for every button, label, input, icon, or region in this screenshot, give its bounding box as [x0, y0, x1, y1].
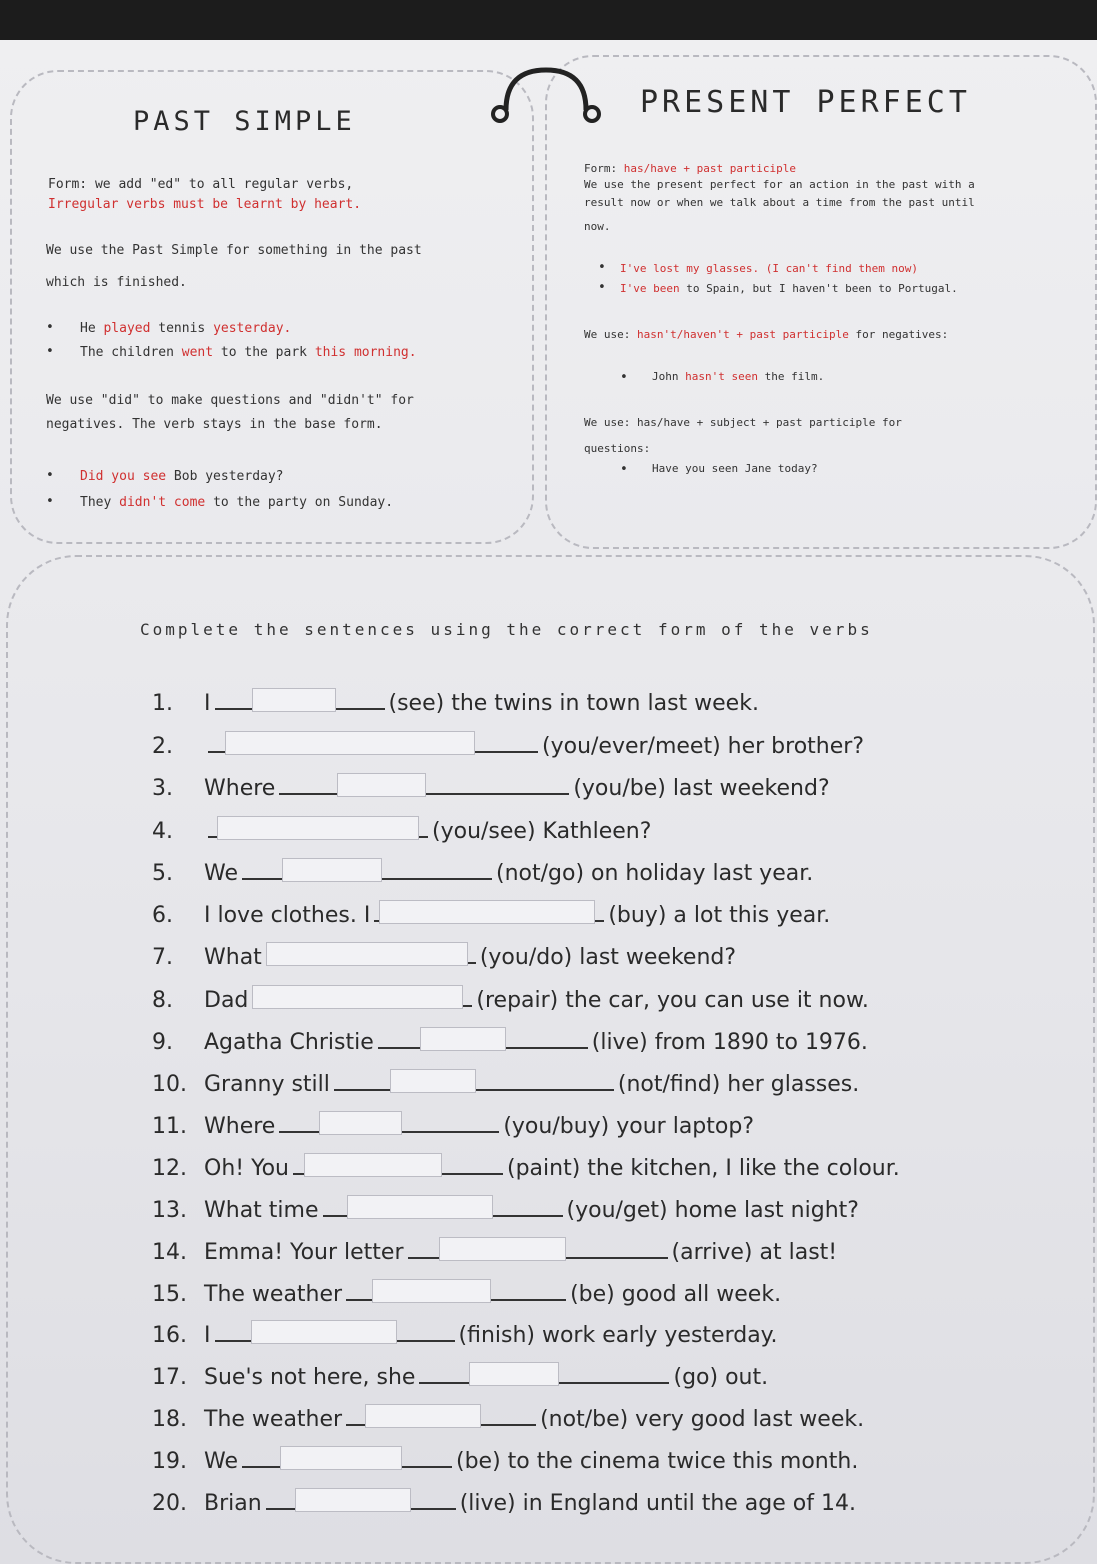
exercise-item [152, 942, 736, 970]
item-verb-hint-text: (finish) work early yesterday. [458, 1323, 778, 1348]
item-verb-hint-text: (not/go) on holiday last year. [496, 861, 814, 886]
item-verb-hint-text: (live) in England until the age of 14. [459, 1491, 856, 1516]
item-number: 17. [152, 1365, 187, 1390]
item-verb-hint-text: (you/ever/meet) her brother? [542, 734, 864, 759]
answer-blank[interactable] [293, 1153, 503, 1175]
item-verb-hint-text: (buy) a lot this year. [608, 903, 831, 928]
negative-rule: We use: hasn't/haven't + past participle for negatives: [584, 328, 949, 341]
item-verb-hint-text: (be) good all week. [570, 1282, 782, 1307]
bullet-icon: • [620, 462, 628, 477]
item-number: 2. [152, 734, 173, 759]
item-prefix-text: Dad [204, 988, 249, 1013]
past-simple-use-line-2: which is finished. [46, 275, 187, 290]
exercise-item [152, 1027, 868, 1055]
answer-input-box[interactable] [266, 942, 468, 966]
past-simple-example-1: He played tennis yesterday. [80, 321, 292, 336]
item-prefix-text: We [204, 861, 238, 886]
answer-blank[interactable] [242, 858, 492, 880]
present-perfect-use-line-2: result now or when we talk about a time from the past until [584, 196, 975, 209]
item-number: 18. [152, 1407, 187, 1432]
answer-blank[interactable] [408, 1237, 668, 1259]
exercise-item [152, 1279, 781, 1307]
exercise-item [152, 1320, 778, 1348]
answer-blank[interactable] [323, 1195, 563, 1217]
answer-blank[interactable] [279, 1111, 499, 1133]
item-verb-hint-text: (you/get) home last night? [566, 1198, 859, 1223]
answer-input-box[interactable] [347, 1195, 493, 1219]
exercise-item [152, 900, 830, 928]
negative-example: John hasn't seen the film. [652, 370, 825, 383]
item-number: 15. [152, 1282, 187, 1307]
item-number: 5. [152, 861, 173, 886]
item-number: 13. [152, 1198, 187, 1223]
item-prefix-text: What [204, 945, 262, 970]
item-verb-hint-text: (you/be) last weekend? [573, 776, 830, 801]
exercise-item [152, 1404, 864, 1432]
exercise-item [152, 1362, 768, 1390]
exercise-item [152, 1153, 900, 1181]
item-prefix-text: Sue's not here, she [204, 1365, 416, 1390]
item-prefix-text: Agatha Christie [204, 1030, 374, 1055]
answer-blank[interactable] [346, 1279, 566, 1301]
bullet-icon: • [46, 468, 54, 483]
did-rule-line-1: We use "did" to make questions and "didn't" for [46, 393, 414, 408]
answer-blank[interactable] [208, 731, 538, 753]
exercise-item [152, 858, 813, 886]
exercise-item [152, 688, 759, 716]
answer-blank[interactable] [346, 1404, 536, 1426]
exercise-item [152, 1488, 856, 1516]
exercise-item [152, 1111, 754, 1139]
answer-blank[interactable] [279, 773, 569, 795]
item-number: 8. [152, 988, 173, 1013]
answer-input-box[interactable] [365, 1404, 481, 1428]
item-verb-hint-text: (paint) the kitchen, I like the colour. [507, 1156, 900, 1181]
past-simple-example-4: They didn't come to the party on Sunday. [80, 495, 394, 510]
bullet-icon: • [46, 320, 54, 335]
answer-input-box[interactable] [390, 1069, 476, 1093]
item-number: 7. [152, 945, 173, 970]
answer-input-box[interactable] [304, 1153, 442, 1177]
exercise-item [152, 773, 830, 801]
answer-input-box[interactable] [252, 688, 336, 712]
item-verb-hint-text: (be) to the cinema twice this month. [456, 1449, 859, 1474]
item-number: 14. [152, 1240, 187, 1265]
item-verb-hint-text: (you/see) Kathleen? [432, 819, 652, 844]
item-prefix-text: Oh! You [204, 1156, 289, 1181]
item-verb-hint-text: (live) from 1890 to 1976. [591, 1030, 868, 1055]
answer-input-box[interactable] [252, 985, 463, 1009]
bullet-icon: • [598, 260, 606, 275]
item-verb-hint-text: (you/do) last weekend? [479, 945, 737, 970]
exercise-item [152, 985, 869, 1013]
answer-input-box[interactable] [319, 1111, 402, 1135]
item-prefix-text: I love clothes. I [204, 903, 371, 928]
item-verb-hint-text: (repair) the car, you can use it now. [476, 988, 869, 1013]
present-perfect-example-2: I've been to Spain, but I haven't been to Portugal. [620, 282, 958, 295]
answer-blank[interactable] [378, 1027, 588, 1049]
item-verb-hint-text: (not/be) very good last week. [540, 1407, 865, 1432]
item-number: 20. [152, 1491, 187, 1516]
answer-input-box[interactable] [282, 858, 382, 882]
answer-blank[interactable] [208, 816, 428, 838]
answer-blank[interactable] [266, 1488, 456, 1510]
answer-blank[interactable] [242, 1446, 452, 1468]
question-example: Have you seen Jane today? [652, 462, 818, 475]
item-prefix-text: What time [204, 1198, 319, 1223]
item-prefix-text: We [204, 1449, 238, 1474]
answer-input-box[interactable] [379, 900, 595, 924]
item-number: 9. [152, 1030, 173, 1055]
item-prefix-text: Where [204, 1114, 276, 1139]
present-perfect-form: Form: has/have + past participle [584, 162, 796, 175]
answer-input-box[interactable] [372, 1279, 491, 1303]
answer-blank[interactable] [252, 985, 472, 1007]
present-perfect-use-line-1: We use the present perfect for an action in the past with a [584, 178, 975, 191]
bullet-icon: • [46, 494, 54, 509]
question-rule-line-1: We use: has/have + subject + past participle for [584, 416, 902, 429]
exercise-item [152, 1237, 837, 1265]
answer-input-box[interactable] [225, 731, 475, 755]
answer-blank[interactable] [334, 1069, 614, 1091]
answer-input-box[interactable] [251, 1320, 397, 1344]
past-simple-form: Form: we add "ed" to all regular verbs, [48, 177, 354, 192]
exercise-item [152, 1069, 859, 1097]
exercise-item [152, 816, 651, 844]
past-simple-example-3: Did you see Bob yesterday? [80, 469, 284, 484]
exercise-item [152, 731, 864, 759]
present-perfect-example-1: I've lost my glasses. (I can't find them now) [620, 262, 919, 275]
item-verb-hint-text: (not/find) her glasses. [617, 1072, 860, 1097]
link-icon [486, 66, 606, 130]
item-prefix-text: Brian [204, 1491, 262, 1516]
item-number: 3. [152, 776, 173, 801]
answer-blank[interactable] [215, 1320, 455, 1342]
item-number: 6. [152, 903, 173, 928]
answer-input-box[interactable] [280, 1446, 402, 1470]
past-simple-use-line-1: We use the Past Simple for something in the past [46, 243, 422, 258]
item-verb-hint-text: (see) the twins in town last week. [388, 691, 759, 716]
item-number: 12. [152, 1156, 187, 1181]
answer-input-box[interactable] [217, 816, 419, 840]
did-rule-line-2: negatives. The verb stays in the base form. [46, 417, 383, 432]
item-number: 11. [152, 1114, 187, 1139]
past-simple-title: PAST SIMPLE [133, 106, 356, 137]
answer-input-box[interactable] [295, 1488, 411, 1512]
item-prefix-text: The weather [204, 1282, 343, 1307]
present-perfect-title: PRESENT PERFECT [640, 85, 971, 120]
answer-blank[interactable] [419, 1362, 669, 1384]
item-prefix-text: Emma! Your letter [204, 1240, 404, 1265]
exercise-item [152, 1446, 858, 1474]
item-prefix-text: The weather [204, 1407, 343, 1432]
answer-input-box[interactable] [420, 1027, 506, 1051]
answer-blank[interactable] [374, 900, 604, 922]
bullet-icon: • [46, 344, 54, 359]
item-prefix-text: I [204, 1323, 211, 1348]
question-rule-line-2: questions: [584, 442, 651, 455]
answer-input-box[interactable] [469, 1362, 559, 1386]
item-number: 19. [152, 1449, 187, 1474]
past-simple-example-2: The children went to the park this morning. [80, 345, 417, 360]
present-perfect-use-line-3: now. [584, 220, 611, 233]
answer-input-box[interactable] [439, 1237, 566, 1261]
item-verb-hint-text: (arrive) at last! [671, 1240, 838, 1265]
exercise-instruction: Complete the sentences using the correct form of the verbs [140, 620, 873, 639]
item-number: 4. [152, 819, 173, 844]
bullet-icon: • [620, 370, 628, 385]
item-verb-hint-text: (you/buy) your laptop? [503, 1114, 754, 1139]
bullet-icon: • [598, 280, 606, 295]
irregular-note: Irregular verbs must be learnt by heart. [48, 197, 362, 212]
item-number: 1. [152, 691, 173, 716]
answer-input-box[interactable] [337, 773, 426, 797]
item-verb-hint-text: (go) out. [673, 1365, 769, 1390]
item-prefix-text: Where [204, 776, 276, 801]
item-number: 16. [152, 1323, 187, 1348]
exercise-item [152, 1195, 859, 1223]
item-number: 10. [152, 1072, 187, 1097]
answer-blank[interactable] [266, 942, 476, 964]
item-prefix-text: I [204, 691, 211, 716]
answer-blank[interactable] [215, 688, 385, 710]
item-prefix-text: Granny still [204, 1072, 330, 1097]
